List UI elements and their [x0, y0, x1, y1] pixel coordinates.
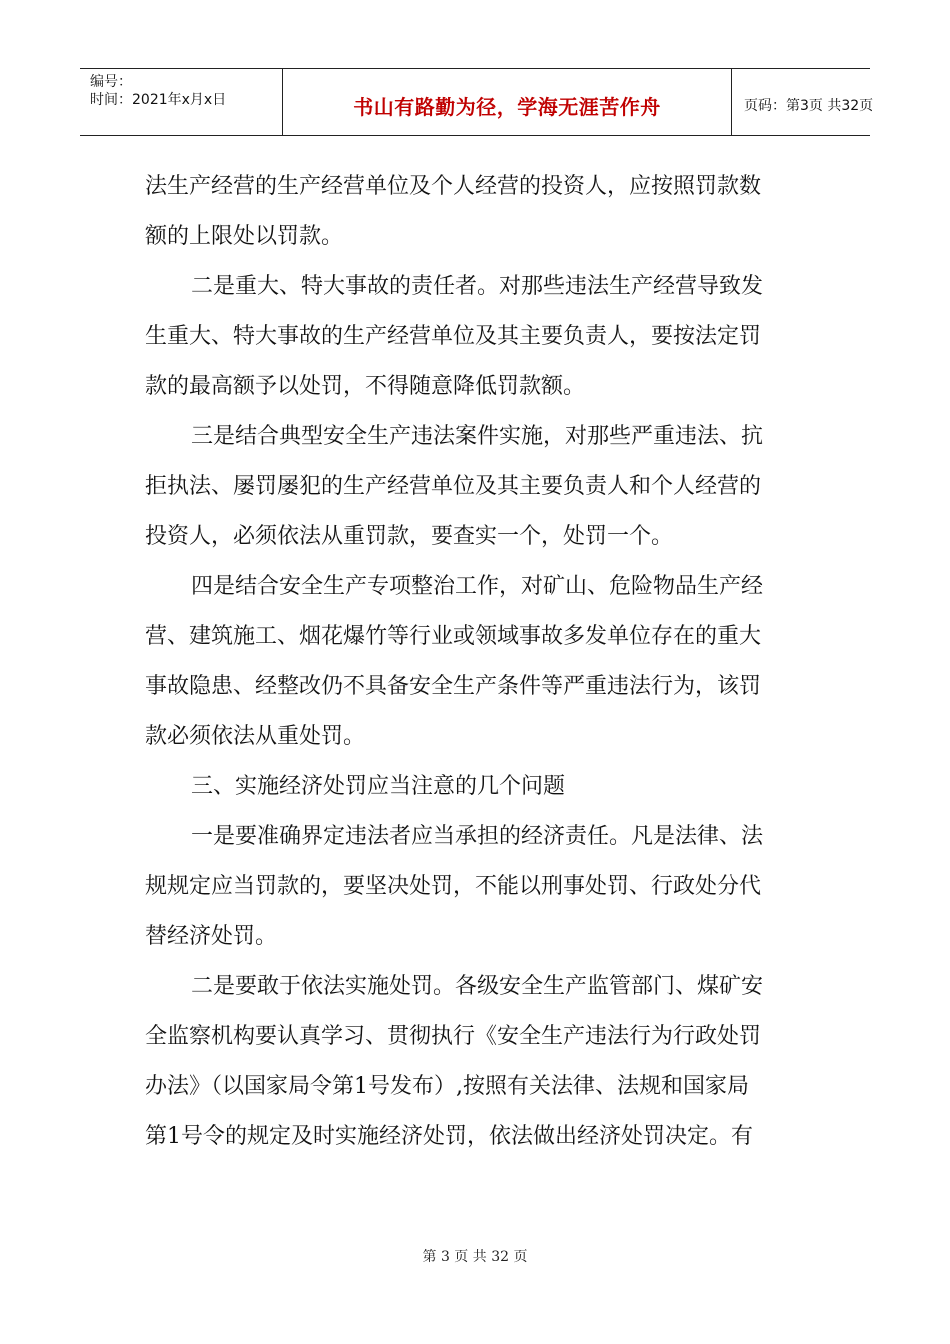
body-line: 款的最高额予以处罚，不得随意降低罚款额。: [145, 374, 586, 399]
body-line: 生重大、特大事故的生产经营单位及其主要负责人，要按法定罚: [145, 324, 762, 349]
document-time-label: 时间：2021年x月x日: [90, 92, 227, 108]
body-line: 拒执法、屡罚屡犯的生产经营单位及其主要负责人和个人经营的: [145, 474, 762, 499]
body-line: 全监察机构要认真学习、贯彻执行《安全生产违法行为行政处罚: [145, 1024, 762, 1049]
header-page-code: 页码：第3页 共32页: [744, 98, 874, 114]
header-motto-cell: [283, 69, 732, 135]
header-page-cell: [732, 69, 874, 135]
body-line: 替经济处罚。: [145, 924, 278, 949]
section-heading: 三、实施经济处罚应当注意的几个问题: [191, 774, 566, 799]
document-number-label: 编号：: [90, 74, 132, 90]
header-left-cell: [80, 69, 283, 135]
body-line: 法生产经营的生产经营单位及个人经营的投资人，应按照罚款数: [145, 174, 762, 199]
body-line: 一是要准确界定违法者应当承担的经济责任。凡是法律、法: [191, 824, 764, 849]
document-body: [145, 162, 805, 1162]
header-table: [80, 68, 874, 136]
body-line: 规规定应当罚款的，要坚决处罚，不能以刑事处罚、行政处分代: [145, 874, 762, 899]
body-line: 营、建筑施工、烟花爆竹等行业或领域事故多发单位存在的重大: [145, 624, 762, 649]
body-line: 投资人，必须依法从重罚款，要查实一个，处罚一个。: [145, 524, 674, 549]
body-line: 事故隐患、经整改仍不具备安全生产条件等严重违法行为，该罚: [145, 674, 762, 699]
body-line: 第1号令的规定及时实施经济处罚，依法做出经济处罚决定。有: [145, 1124, 753, 1149]
body-line: 额的上限处以罚款。: [145, 224, 344, 249]
body-line: 办法》（以国家局令第1号发布）,按照有关法律、法规和国家局: [145, 1074, 749, 1099]
page-footer: 第 3 页 共 32 页: [422, 1249, 528, 1265]
header-motto: 书山有路勤为径，学海无涯苦作舟: [353, 95, 661, 119]
body-line: 三是结合典型安全生产违法案件实施，对那些严重违法、抗: [191, 424, 764, 449]
body-line: 二是重大、特大事故的责任者。对那些违法生产经营导致发: [191, 274, 764, 299]
body-line: 款必须依法从重处罚。: [145, 724, 366, 749]
body-line: 二是要敢于依法实施处罚。各级安全生产监管部门、煤矿安: [191, 974, 764, 999]
body-line: 四是结合安全生产专项整治工作，对矿山、危险物品生产经: [191, 574, 764, 599]
